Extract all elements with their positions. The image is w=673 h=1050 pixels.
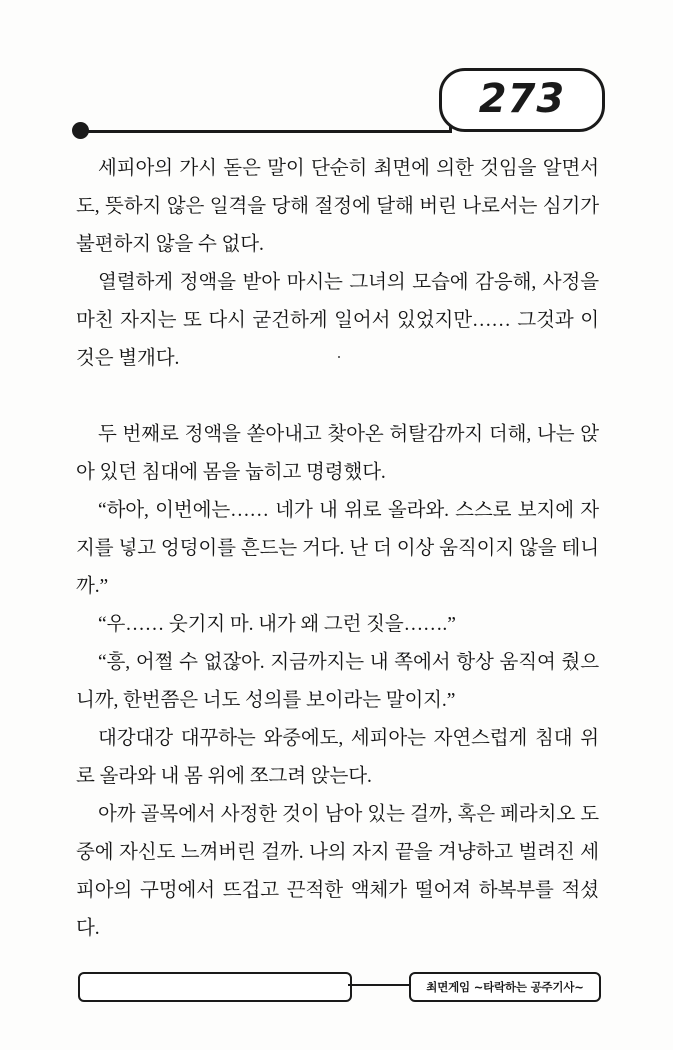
footer-rule	[348, 984, 410, 986]
stray-mark	[338, 356, 340, 358]
paragraph: 열렬하게 정액을 받아 마시는 그녀의 모습에 감응해, 사정을 마친 자지는 또 다시 굳건하게 일어서 있었지만…… 그것과 이것은 별개다.	[76, 272, 599, 369]
dialogue-paragraph: “흥, 어쩔 수 없잖아. 지금까지는 내 쪽에서 항상 움직여 줬으니까, 한번쯤은 너도 성의를 보이라는 말이지.”	[76, 652, 599, 711]
paragraph: 세피아의 가시 돋은 말이 단순히 최면에 의한 것임을 알면서도, 뜻하지 않은 일격을 당해 절정에 달해 버린 나로서는 심기가 불편하지 않을 수 없다.	[76, 158, 599, 255]
footer-left-box	[78, 972, 352, 1002]
page-header	[0, 60, 673, 150]
page-footer	[0, 972, 673, 1006]
paragraph: 아까 골목에서 사정한 것이 남아 있는 걸까, 혹은 페라치오 도중에 자신도 느껴버린 걸까. 나의 자지 끝을 겨냥하고 벌려진 세피아의 구멍에서 뜨겁고 끈적한 액체가 떨어져 하복부를 적셨다.	[76, 804, 599, 939]
footer-title: 최면게임 ~타락하는 공주기사~	[426, 980, 584, 994]
page-body	[76, 150, 599, 948]
dialogue-paragraph: “하아, 이번에는…… 네가 내 위로 올라와. 스스로 보지에 자지를 넣고 엉덩이를 흔드는 거다. 난 더 이상 움직이지 않을 테니까.”	[76, 500, 599, 597]
header-rule	[84, 130, 452, 133]
dialogue-paragraph: “우…… 웃기지 마. 내가 왜 그런 짓을…….”	[98, 614, 456, 635]
page-number: 273	[478, 76, 566, 122]
paragraph: 두 번째로 정액을 쏟아내고 찾아온 허탈감까지 더해, 나는 앉아 있던 침대에 몸을 눕히고 명령했다.	[76, 424, 599, 483]
footer-title-box	[409, 972, 601, 1002]
paragraph: 대강대강 대꾸하는 와중에도, 세피아는 자연스럽게 침대 위로 올라와 내 몸 위에 쪼그려 앉는다.	[76, 728, 599, 787]
page-number-badge	[439, 68, 605, 132]
header-bullet-dot	[72, 122, 89, 139]
paragraph-spacer	[76, 378, 599, 416]
